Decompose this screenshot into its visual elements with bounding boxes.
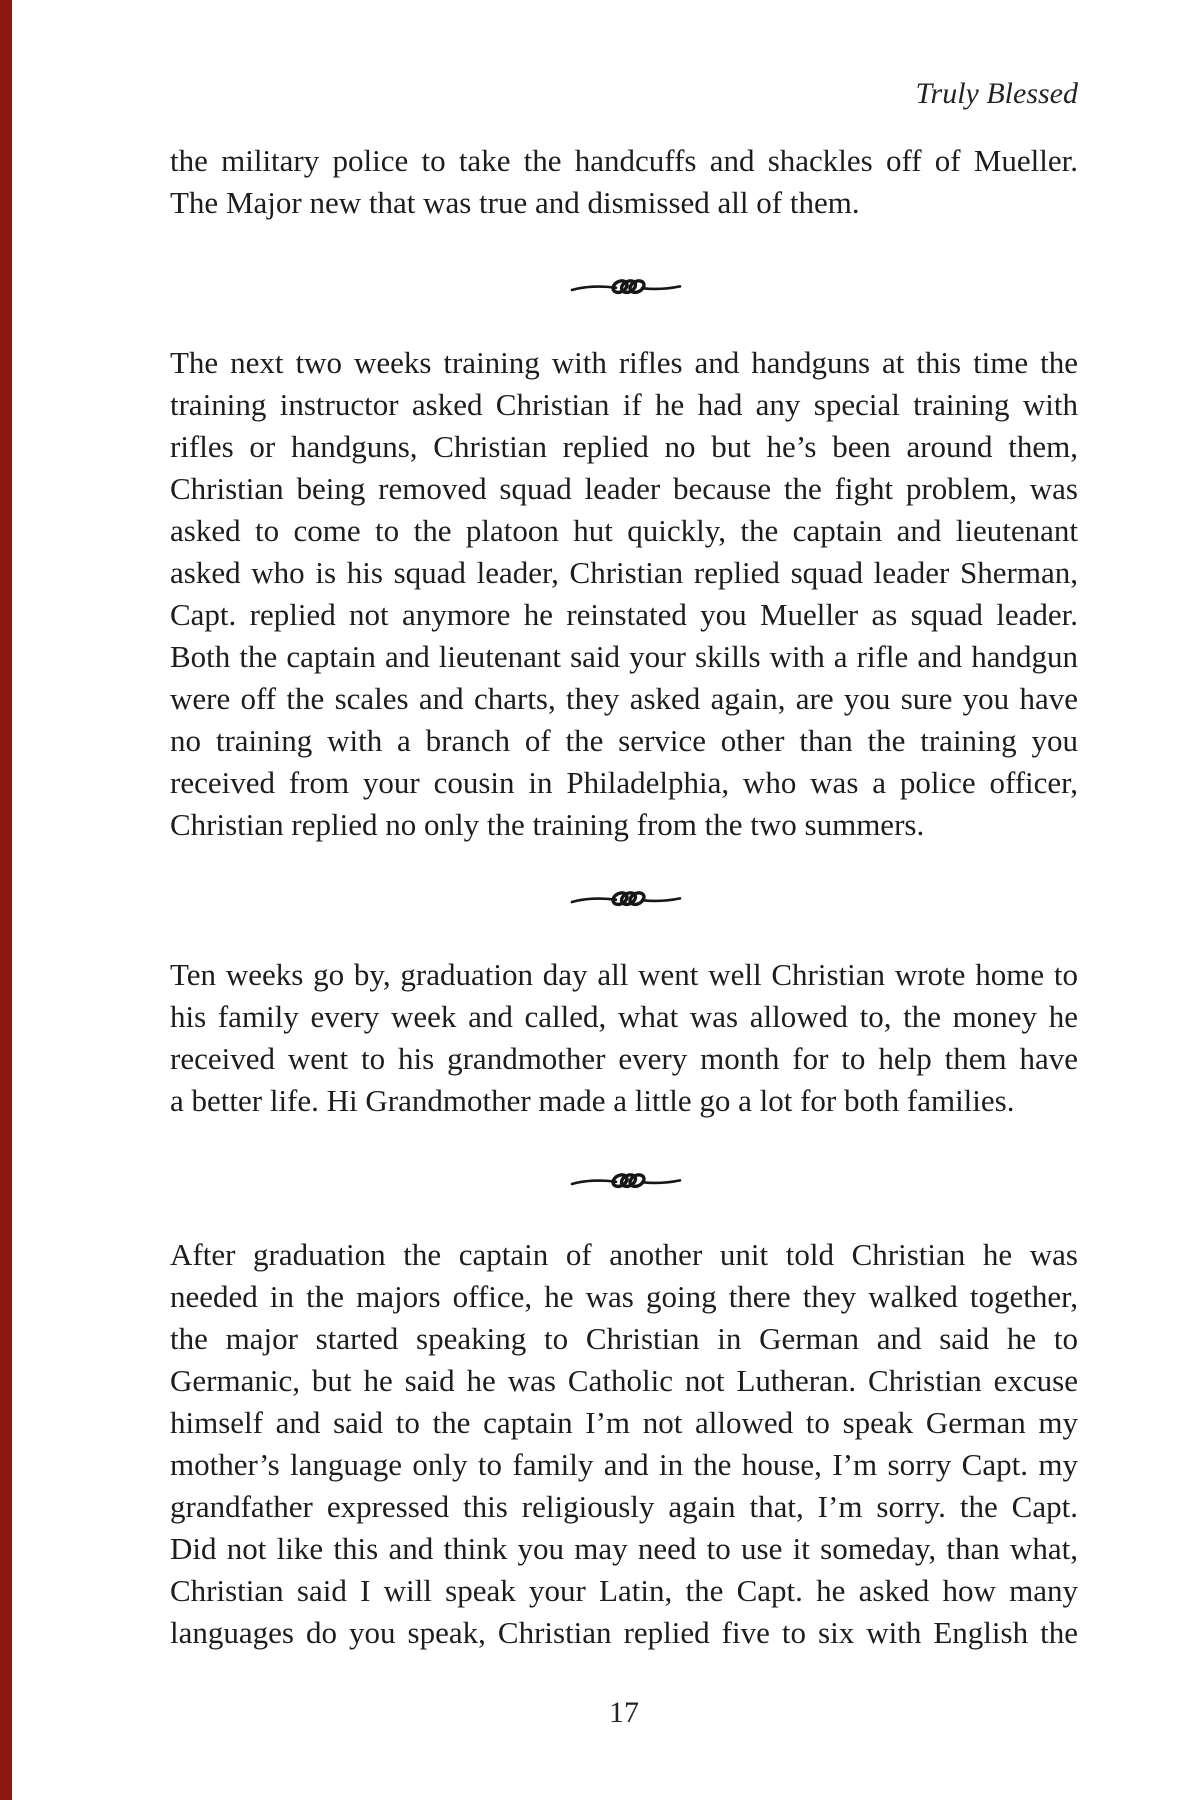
rope-twist-divider-icon [570, 1168, 682, 1194]
paragraph [170, 342, 1078, 846]
text-line: After graduation the captain of another unit told Christian he was [170, 1237, 1078, 1272]
text-line: Both the captain and lieutenant said your skills with a rifle and handgun [170, 639, 1078, 674]
text-line: his family every week and called, what was allowed to, the money he [170, 999, 1078, 1034]
text-line: The Major new that was true and dismissed all of them. [170, 185, 860, 220]
text-line: rifles or handguns, Christian replied no but he’s been around them, [170, 429, 1078, 464]
text-line: Germanic, but he said he was Catholic not Lutheran. Christian excuse [170, 1363, 1078, 1398]
text-line: Ten weeks go by, graduation day all went well Christian wrote home to [170, 957, 1078, 992]
running-header: Truly Blessed [915, 77, 1078, 110]
text-line: received went to his grandmother every month for to help them have [170, 1041, 1078, 1076]
text-line: Christian replied no only the training from the two summers. [170, 807, 925, 842]
text-line: mother’s language only to family and in the house, I’m sorry Capt. my [170, 1447, 1078, 1482]
paragraph [170, 954, 1078, 1122]
text-line: Capt. replied not anymore he reinstated you Mueller as squad leader. [170, 597, 1078, 632]
rope-twist-divider-icon [570, 886, 682, 912]
text-line: Christian being removed squad leader because the fight problem, was [170, 471, 1078, 506]
text-line: grandfather expressed this religiously again that, I’m sorry. the Capt. [170, 1489, 1078, 1524]
rope-twist-divider-icon [570, 274, 682, 300]
text-line: Christian said I will speak your Latin, the Capt. he asked how many [170, 1573, 1078, 1608]
paragraph [170, 140, 1078, 224]
section-divider [570, 1168, 682, 1194]
text-line: were off the scales and charts, they asked again, are you sure you have [170, 681, 1078, 716]
page-number: 17 [609, 1696, 639, 1729]
text-line: The next two weeks training with rifles and handguns at this time the [170, 345, 1078, 380]
text-line: himself and said to the captain I’m not allowed to speak German my [170, 1405, 1078, 1440]
text-line: a better life. Hi Grandmother made a little go a lot for both families. [170, 1083, 1015, 1118]
text-line: training instructor asked Christian if he had any special training with [170, 387, 1078, 422]
text-line: received from your cousin in Philadelphia, who was a police officer, [170, 765, 1078, 800]
text-line: asked to come to the platoon hut quickly, the captain and lieutenant [170, 513, 1078, 548]
spine-accent-stripe [0, 0, 12, 1800]
text-line: languages do you speak, Christian replied five to six with English the [170, 1615, 1078, 1650]
text-line: asked who is his squad leader, Christian replied squad leader Sherman, [170, 555, 1078, 590]
text-line: the military police to take the handcuffs and shackles off of Mueller. [170, 143, 1078, 178]
paragraph [170, 1234, 1078, 1654]
text-line: the major started speaking to Christian in German and said he to [170, 1321, 1078, 1356]
section-divider [570, 274, 682, 300]
section-divider [570, 886, 682, 912]
text-line: Did not like this and think you may need to use it someday, than what, [170, 1531, 1078, 1566]
text-line: no training with a branch of the service other than the training you [170, 723, 1078, 758]
text-line: needed in the majors office, he was going there they walked together, [170, 1279, 1078, 1314]
